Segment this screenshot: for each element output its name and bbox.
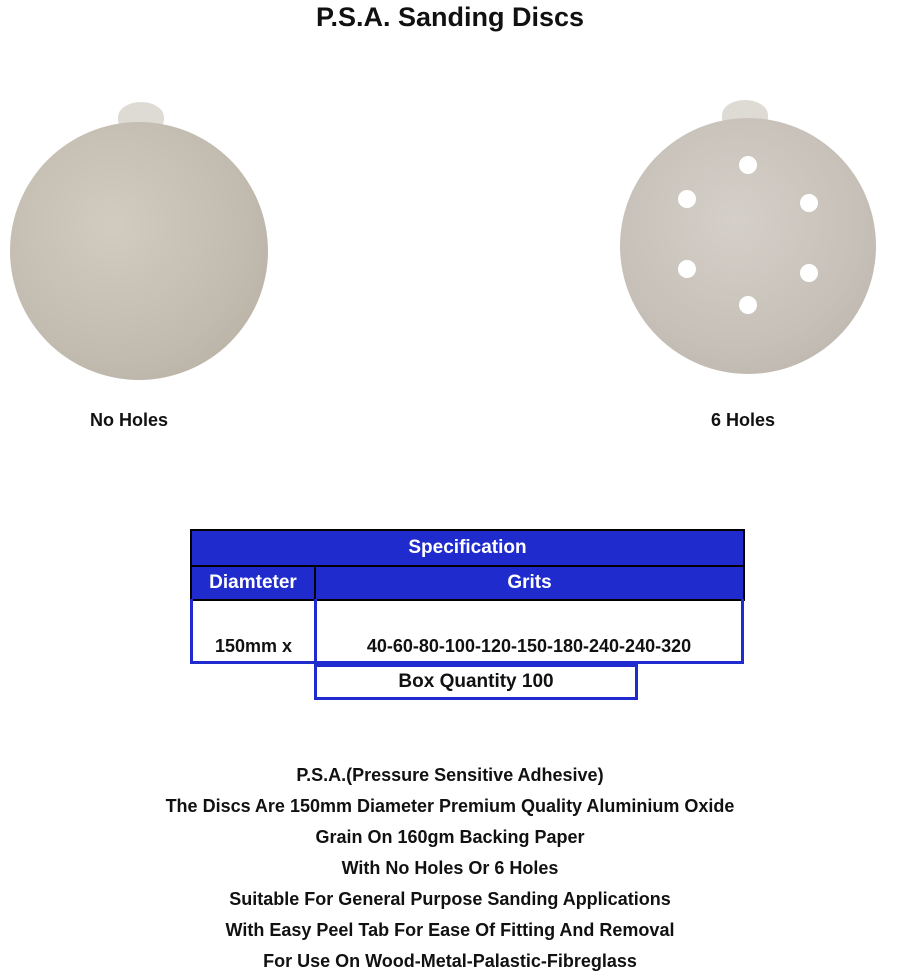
description-line: P.S.A.(Pressure Sensitive Adhesive) [296, 765, 604, 785]
spec-heading: Specification [190, 529, 745, 567]
col-header-diameter: Diamteter [190, 565, 316, 601]
label-no-holes: No Holes [90, 410, 169, 430]
page-title: P.S.A. Sanding Discs [315, 2, 585, 32]
product-description [0, 760, 900, 977]
description-line: For Use On Wood-Metal-Palastic-Fibreglass [263, 951, 637, 971]
disc-hole [678, 260, 696, 278]
diameter-value: 150mm x [214, 636, 293, 656]
description-line: Grain On 160gm Backing Paper [315, 827, 585, 847]
sanding-disc-6-holes-icon [610, 98, 890, 380]
description-line: Suitable For General Purpose Sanding Applications [229, 889, 671, 909]
disc-hole [739, 296, 757, 314]
disc-hole [800, 264, 818, 282]
disc-hole [739, 156, 757, 174]
box-quantity: Box Quantity 100 [314, 664, 638, 700]
col-header-grits: Grits [314, 565, 745, 601]
disc-hole [800, 194, 818, 212]
description-line: With No Holes Or 6 Holes [341, 858, 559, 878]
description-line: The Discs Are 150mm Diameter Premium Quality Aluminium Oxide [165, 796, 735, 816]
cell-grits [314, 599, 744, 664]
cell-diameter [190, 599, 317, 664]
description-line: With Easy Peel Tab For Ease Of Fitting And Removal [225, 920, 675, 940]
sanding-disc-no-holes-icon [0, 98, 280, 380]
disc-surface [620, 118, 876, 374]
label-6-holes: 6 Holes [711, 410, 776, 430]
disc-surface [10, 122, 268, 380]
grits-value: 40-60-80-100-120-150-180-240-240-320 [366, 636, 692, 656]
disc-hole [678, 190, 696, 208]
